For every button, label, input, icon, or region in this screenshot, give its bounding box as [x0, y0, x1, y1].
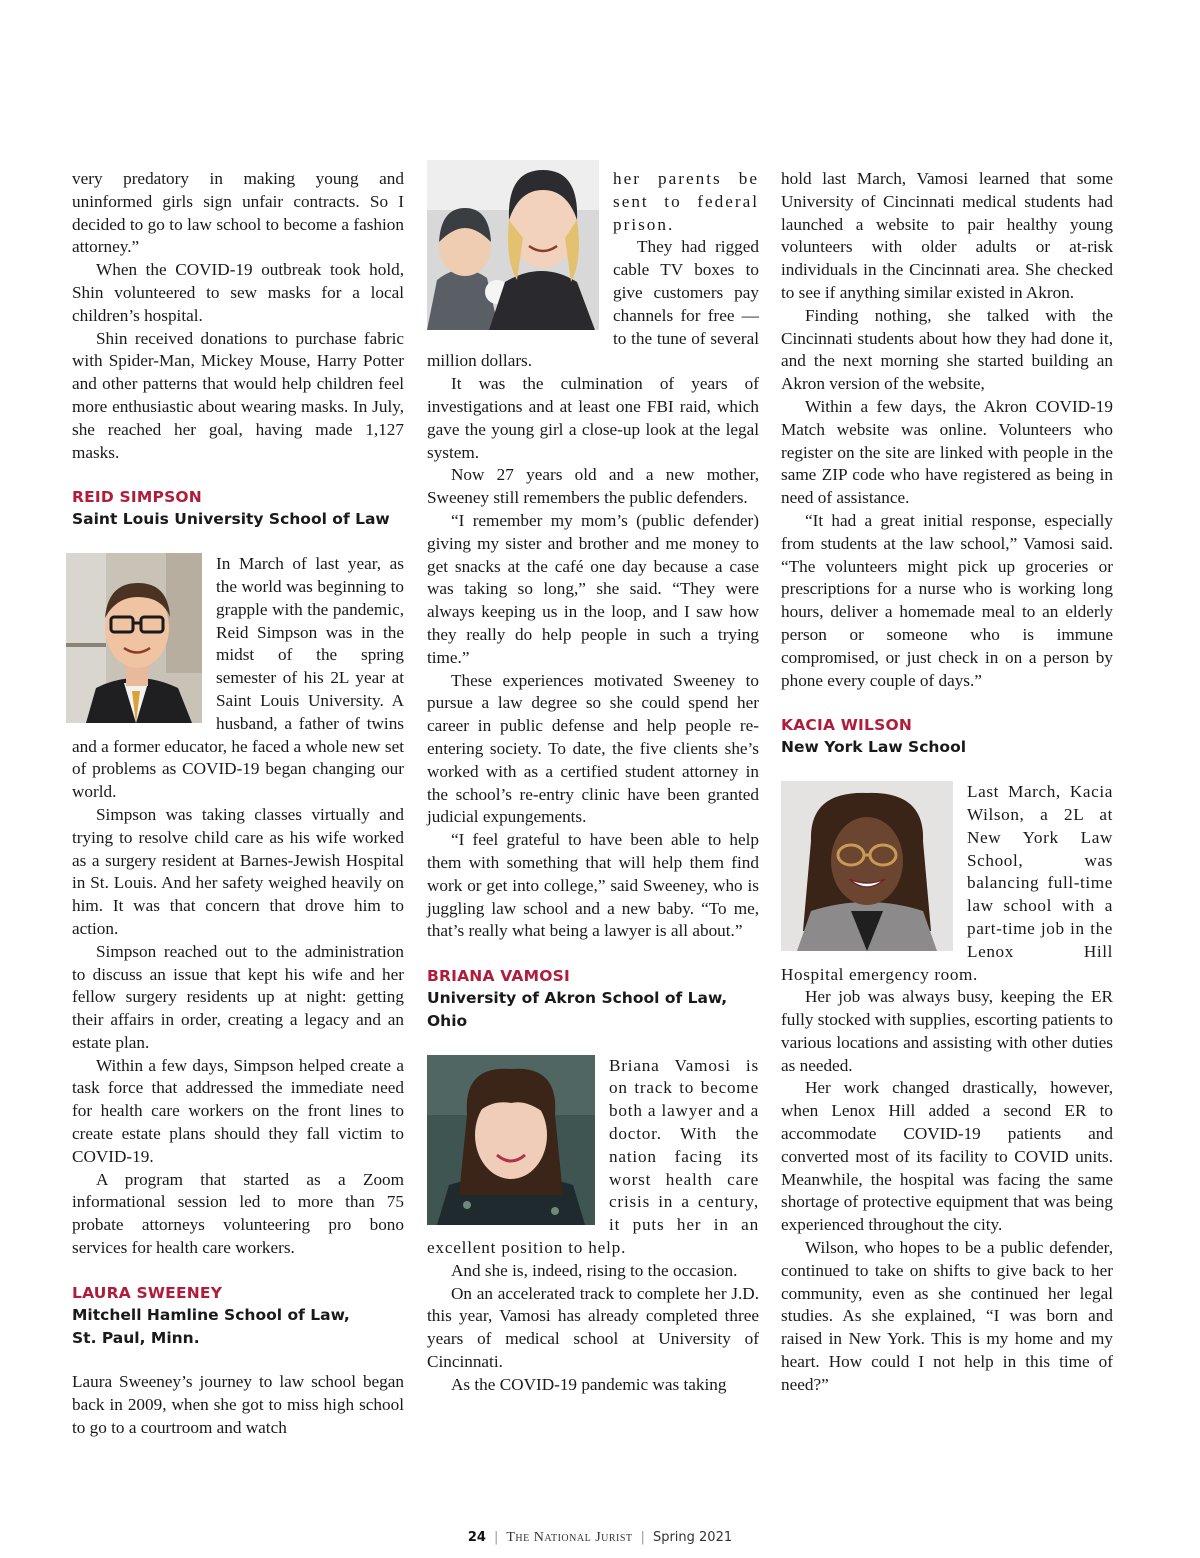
paragraph: Simpson reached out to the administration to discuss an issue that kept his wife and her fellow surgery residents up at night: getting their affairs in order, creating a legacy and an estate plan.: [72, 941, 404, 1052]
page-footer: [0, 1530, 1200, 1546]
profile-school-kacia-wilson: New York Law School: [781, 738, 967, 757]
footer-divider: |: [640, 1530, 645, 1545]
issue-date: Spring 2021: [652, 1530, 733, 1545]
photo-briana-vamosi: [427, 1055, 595, 1225]
article-column-1: [72, 168, 404, 1440]
paragraph: hold last March, Vamosi learned that some University of Cincinnati medical students had launched a website to pair healthy young volunteers with older adults or at-risk individuals in the Cincinnati area. She checked to see if anything similar existed in Akron.: [781, 169, 1113, 302]
paragraph: As the COVID-19 pandemic was taking: [451, 1374, 727, 1394]
profile-name-kacia-wilson: KACIA WILSON: [781, 716, 912, 735]
profile-school-laura-sweeney: Mitchell Hamline School of Law,: [72, 1305, 350, 1324]
paragraph: It was the culmination of years of investigations and at least one FBI raid, which gave the young girl a close-up look at the legal system.: [427, 374, 759, 462]
paragraph: A program that started as a Zoom informational session led to more than 75 probate attorneys volunteering pro bono services for health care workers.: [72, 1169, 404, 1258]
paragraph: Now 27 years old and a new mother, Sweeney still remembers the public defenders.: [427, 465, 759, 508]
paragraph: And she is, indeed, rising to the occasion.: [451, 1260, 738, 1280]
profile-name-laura-sweeney: LAURA SWEENEY: [72, 1283, 223, 1302]
photo-laura-sweeney: [427, 160, 599, 330]
paragraph: On an accelerated track to complete her J.D. this year, Vamosi has already completed three years of medical school at University of Cincinnati.: [427, 1283, 759, 1372]
footer-divider: |: [493, 1530, 499, 1545]
page-number: 24: [467, 1530, 486, 1545]
paragraph: In March of last year, as the world was beginning to grapple with the pandemic, Reid Simpson was in the midst of the spring semester of his 2L year at Saint Louis University. A husband, a father of twins and a former educator, he faced a whole new set of problems as COVID-19 began changing our world.: [72, 554, 404, 802]
photo-reid-simpson: [66, 553, 202, 723]
article-column-3: [781, 168, 1113, 1397]
paragraph: “I remember my mom’s (public defender) giving my sister and brother and me money to get snacks at the café one day because a case was taking so long,” she said. “They were always keeping us in the loop, and I saw how they really do help people in such a trying time.”: [427, 510, 759, 667]
paragraph: Wilson, who hopes to be a public defender, continued to take on shifts to give back to her community, even as she continued her legal studies. As she explained, “I was born and raised in New York. This is my home and my heart. How could I not help in this time of need?”: [781, 1238, 1113, 1394]
profile-school-briana-vamosi: University of Akron School of Law, Ohio: [427, 989, 728, 1030]
paragraph: Within a few days, the Akron COVID-19 Match website was online. Volunteers who register on the site are linked with people in the same ZIP code who have registered as being in need of assistance.: [781, 396, 1113, 508]
paragraph: Within a few days, Simpson helped create a task force that addressed the immediate need for health care workers on the front lines to create estate plans should they fall victim to COVID-19.: [72, 1055, 404, 1166]
paragraph: Briana Vamosi is on track to become both a lawyer and a doctor. With the nation facing its worst health care crisis in a century, it puts her in an excellent position to help.: [427, 1055, 759, 1258]
article-column-2: [427, 168, 759, 1397]
profile-school-reid-simpson: Saint Louis University School of Law: [72, 510, 390, 529]
paragraph: Shin received donations to purchase fabric with Spider-Man, Mickey Mouse, Harry Potter and other patterns that would help children feel more enthusiastic about wearing masks. In July, she reached her goal, having made 1,127 masks.: [72, 328, 404, 462]
paragraph: very predatory in making young and uninformed girls sign unfair contracts. So I decided to go to law school to become a fashion attorney.”: [72, 169, 404, 257]
paragraph: Last March, Kacia Wilson, a 2L at New York Law School, was balancing full-time law school with a part-time job in the Lenox Hill Hospital emergency room.: [781, 782, 1113, 984]
profile-school-laura-sweeney-city: St. Paul, Minn.: [72, 1328, 200, 1347]
paragraph: They had rigged cable TV boxes to give customers pay channels for free — to the tune of several million dollars.: [427, 237, 759, 371]
profile-name-reid-simpson: REID SIMPSON: [72, 488, 202, 507]
magazine-name: The National Jurist: [506, 1530, 633, 1545]
paragraph: Simpson was taking classes virtually and trying to resolve child care as his wife worked as a surgery resident at Barnes-Jewish Hospital in St. Louis. And her safety weighed heavily on him. It was that concern that drove him to action.: [72, 804, 404, 938]
paragraph: “It had a great initial response, especially from students at the law school,” Vamosi said. “The volunteers might pick up groceries or prescriptions for a nurse who is working long hours, deliver a homemade meal to an elderly person or someone who is immune compromised, or just check in on a person by phone every couple of days.”: [781, 510, 1113, 690]
paragraph: Her work changed drastically, however, when Lenox Hill added a second ER to accommodate COVID-19 patients and converted most of its facility to COVID units. Meanwhile, the hospital was facing the same shortage of protective equipment that was being experienced throughout the city.: [781, 1078, 1113, 1235]
photo-kacia-wilson: [781, 781, 953, 951]
paragraph: her parents be sent to federal prison.: [613, 169, 759, 234]
paragraph: These experiences motivated Sweeney to pursue a law degree so she could spend her career in public defense and help people re-entering society. To date, the five clients she’s worked with as a certified student attorney in the school’s re-entry clinic have been granted judicial expungements.: [427, 670, 759, 827]
paragraph: Finding nothing, she talked with the Cincinnati students about how they had done it, and the next morning she started building an Akron version of the website,: [781, 305, 1113, 394]
paragraph: Her job was always busy, keeping the ER fully stocked with supplies, escorting patients to various locations and assisting with other duties as needed.: [781, 987, 1113, 1075]
paragraph: “I feel grateful to have been able to help them with something that will help them find work or get into college,” said Sweeney, who is juggling law school and a new baby. “To me, that’s really what being a lawyer is all about.”: [427, 830, 759, 941]
profile-name-briana-vamosi: BRIANA VAMOSI: [427, 967, 570, 986]
paragraph: Laura Sweeney’s journey to law school began back in 2009, when she got to miss high school to go to a courtroom and watch: [72, 1372, 404, 1438]
paragraph: When the COVID-19 outbreak took hold, Shin volunteered to sew masks for a local children’s hospital.: [72, 260, 404, 325]
